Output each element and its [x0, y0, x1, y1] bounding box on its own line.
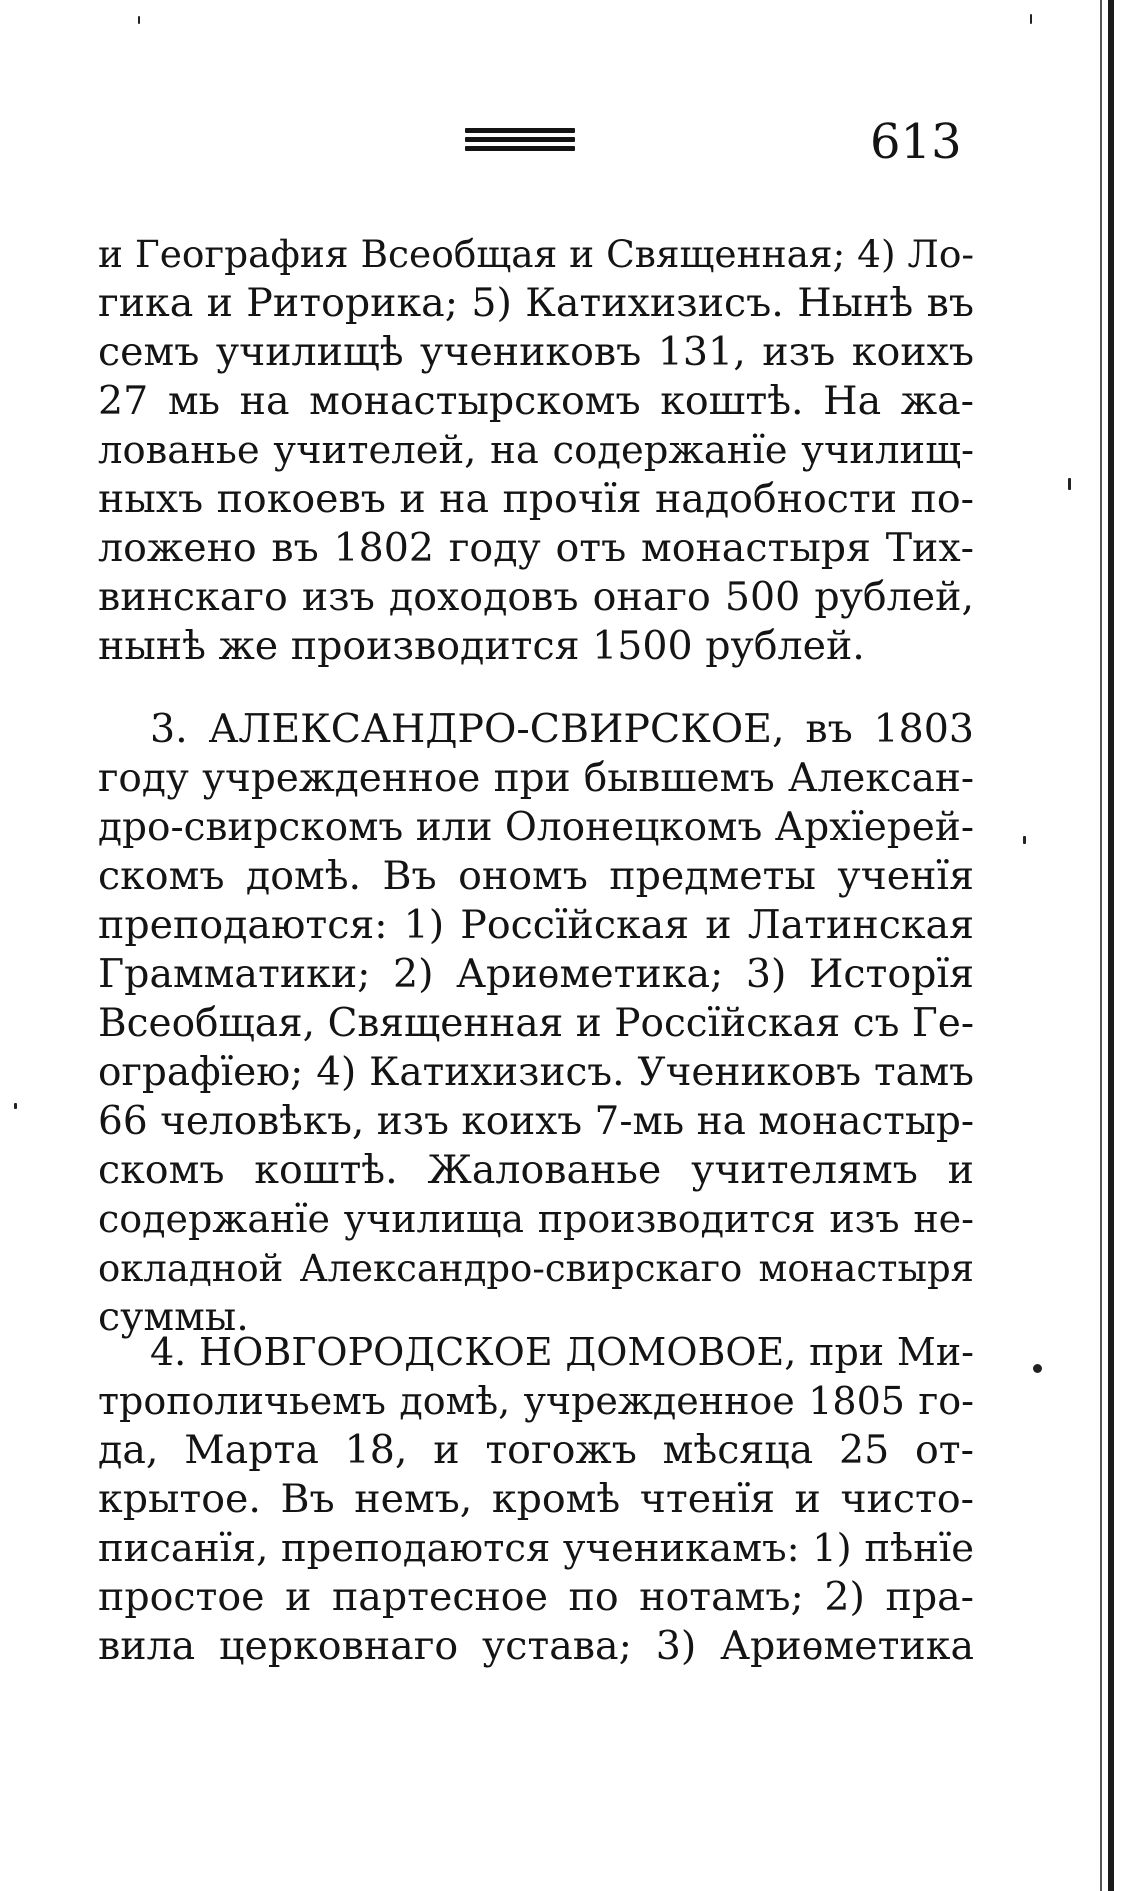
text-line: ографїею; 4) Катихизисъ. Учениковъ тамъ	[98, 1050, 974, 1095]
section-heading-line: 4. НОВГОРОДСКОЕ ДОМОВОЕ, при Ми-	[150, 1330, 974, 1374]
text-line: гика и Риторика; 5) Катихизисъ. Нынѣ въ	[98, 280, 974, 326]
scan-speck	[1033, 1364, 1042, 1373]
scan-speck	[1030, 14, 1032, 24]
paragraph-alexandro-svirskoe	[98, 705, 974, 1342]
text-line: 27 мь на монастырскомъ коштѣ. На жа-	[98, 378, 974, 424]
text-line: вила церковнаго устава; 3) Ариѳметика	[98, 1623, 974, 1669]
text-line: семъ училищѣ учениковъ 131, изъ коихъ	[98, 329, 974, 375]
text-line: да, Марта 18, и тогожъ мѣсяца 25 от-	[98, 1427, 974, 1473]
text-line: скомъ коштѣ. Жалованье учителямъ и	[98, 1147, 974, 1193]
page-gutter-line	[1100, 0, 1102, 1891]
text-line: нынѣ же производится 1500 рублей.	[98, 623, 865, 669]
text-line: преподаются: 1) Россїйская и Латинская	[98, 902, 974, 948]
text-line: винскаго изъ доходовъ онаго 500 рублей,	[98, 574, 974, 620]
page-number: 613	[870, 114, 962, 170]
text-line: суммы.	[98, 1294, 249, 1340]
scan-speck	[1068, 478, 1071, 490]
text-line: Грамматики; 2) Ариѳметика; 3) Исторїя	[98, 951, 974, 997]
text-line: трополичьемъ домѣ, учрежденное 1805 го-	[98, 1379, 974, 1423]
text-line: простое и партесное по нотамъ; 2) пра-	[98, 1574, 974, 1620]
paragraph-novgorodskoe-domovoe	[98, 1328, 974, 1671]
text-line: 66 человѣкъ, изъ коихъ 7-мь на монастыр-	[98, 1099, 974, 1144]
text-line: содержанїе училища производится изъ не-	[98, 1197, 974, 1241]
text-line: окладной Александро-свирскаго монастыря	[98, 1247, 974, 1290]
page-edge-shadow	[1108, 0, 1114, 1891]
text-line: лованье учителей, на содержанїе училищ-	[98, 428, 974, 473]
text-line: году учрежденное при бывшемъ Алексан-	[98, 756, 974, 801]
scan-speck	[14, 1103, 17, 1109]
scan-speck	[138, 16, 140, 24]
text-line: скомъ домѣ. Въ ономъ предметы ученїя	[98, 853, 974, 899]
text-line: крытое. Въ немъ, кромѣ чтенїя и чисто-	[98, 1476, 974, 1522]
section-heading-line: 3. АЛЕКСАНДРО-СВИРСКОЕ, въ 1803	[150, 706, 974, 752]
header-ornament-rule	[465, 128, 575, 155]
paragraph-continued	[98, 230, 974, 671]
text-line: ложено въ 1802 году отъ монастыря Тих-	[98, 525, 974, 571]
text-line: Всеобщая, Священная и Россїйская съ Ге-	[98, 1001, 974, 1046]
scan-speck	[1023, 836, 1026, 844]
text-line: и География Всеобщая и Священная; 4) Ло-	[98, 232, 975, 276]
text-line: ныхъ покоевъ и на прочїя надобности по-	[98, 476, 974, 522]
text-line: дро-свирскомъ или Олонецкомъ Архїерей-	[98, 805, 974, 850]
text-line: писанїя, преподаются ученикамъ: 1) пѣнїе	[98, 1526, 974, 1571]
